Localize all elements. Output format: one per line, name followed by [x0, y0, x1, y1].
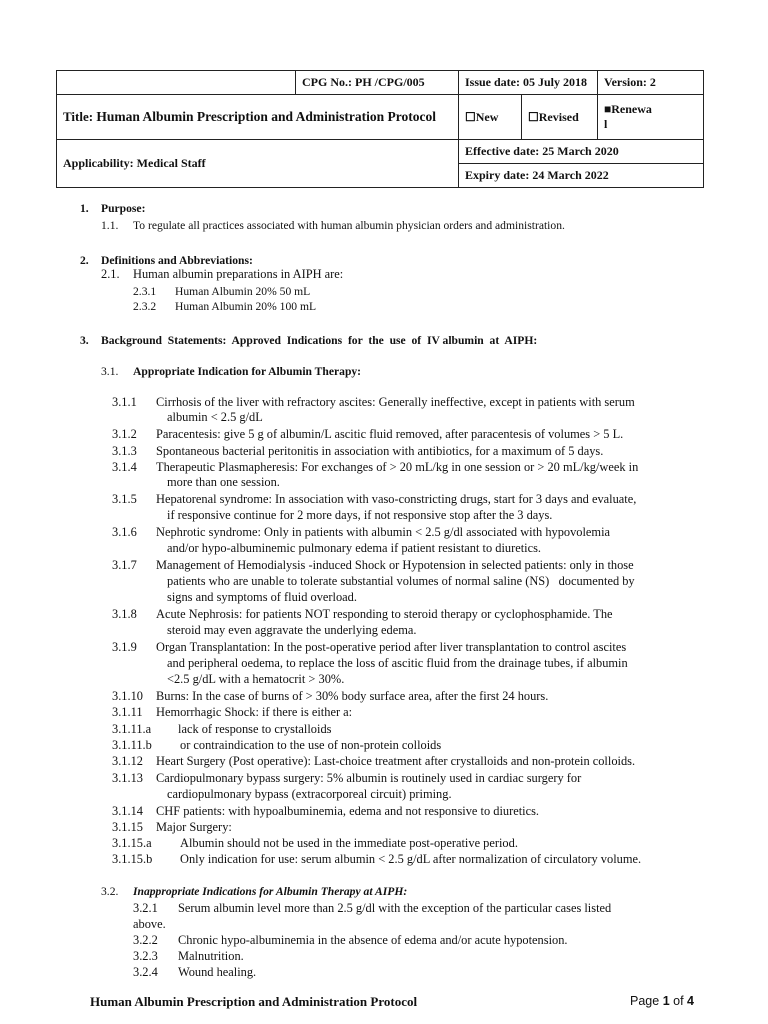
renewal-checkbox: [598, 95, 704, 140]
document-title: Human Albumin Prescription and Administration Protocol: [96, 109, 437, 124]
item-text: Major Surgery:: [156, 820, 232, 834]
item-number: 3.1.15: [112, 820, 143, 834]
status-cell: [459, 95, 598, 140]
item-text: Wound healing.: [178, 965, 257, 979]
section-3-2-number: 3.2.: [101, 885, 119, 898]
issue-date: Issue date: 05 July 2018: [459, 71, 598, 95]
page-indicator: [630, 994, 694, 1008]
item-text-cont: patients who are unable to tolerate substantial volumes of normal saline (NS) documented by: [167, 574, 635, 588]
section-3-2-title: Inappropriate Indications for Albumin Therapy at AIPH:: [133, 885, 408, 898]
item-text: Nephrotic syndrome: Only in patients with albumin < 2.5 g/dl associated with hypovolemia: [156, 525, 611, 539]
section-3-title: Background Statements: Approved Indications for the use of IV albumin at AIPH:: [101, 334, 538, 347]
expiry-date: Expiry date: 24 March 2022: [459, 164, 704, 188]
item-text-cont: more than one session.: [167, 475, 280, 489]
applicability: Applicability: Medical Staff: [57, 140, 459, 188]
of-word: of: [673, 994, 684, 1008]
item-text: Organ Transplantation: In the post-operative period after liver transplantation to control ascites: [156, 640, 627, 654]
section-2-number: 2.: [80, 254, 89, 267]
item-text: CHF patients: with hypoalbuminemia, edema and not responsive to diuretics.: [156, 804, 540, 818]
item-number: 3.1.9: [112, 640, 137, 654]
item-text: Malnutrition.: [178, 949, 244, 963]
item-text-cont: cardiopulmonary bypass (extracorporeal circuit) priming.: [167, 787, 452, 801]
version: Version: 2: [598, 71, 704, 95]
item-text: or contraindication to the use of non-protein colloids: [180, 738, 442, 752]
item-number: 3.1.6: [112, 525, 137, 539]
item-number: 3.1.11.b: [112, 738, 152, 752]
section-1-title: Purpose:: [101, 202, 146, 215]
document-header-table: [56, 70, 704, 188]
item-text: Cardiopulmonary bypass surgery: 5% albumin is routinely used in cardiac surgery for: [156, 771, 582, 785]
page-number: 1: [662, 994, 670, 1008]
header-blank-cell: [57, 71, 296, 95]
effective-date: Effective date: 25 March 2020: [459, 140, 704, 164]
item-number: 3.2.4: [133, 965, 158, 979]
item-number: 3.1.11: [112, 705, 143, 719]
document-title-cell: [57, 95, 459, 140]
item-text: Heart Surgery (Post operative): Last-choice treatment after crystalloids and non-protein colloids.: [156, 754, 636, 768]
section-3-1-title: Appropriate Indication for Albumin Therapy:: [133, 365, 362, 378]
item-text: Hepatorenal syndrome: In association with vaso-constricting drugs, start for 3 days and evaluate,: [156, 492, 637, 506]
item-text-cont: if responsive continue for 2 more days, if not responsive stop after the 3 days.: [167, 508, 553, 522]
item-text-cont: and peripheral oedema, to replace the loss of ascitic fluid from the drainage tubes, if albumin: [167, 656, 628, 670]
new-checkbox: ☐New: [459, 95, 522, 139]
item-number: 3.1.15.b: [112, 852, 153, 866]
item-number: 3.1.7: [112, 558, 137, 572]
item-number: 3.1.2: [112, 427, 137, 441]
title-label: Title:: [63, 109, 94, 124]
item-text: Paracentesis: give 5 g of albumin/L ascitic fluid removed, after paracentesis of volumes > 5 L.: [156, 427, 624, 441]
item-number: 3.1.5: [112, 492, 137, 506]
revised-checkbox: ☐Revised: [528, 109, 579, 124]
renewal-label-line2: l: [604, 117, 608, 131]
item-number: 3.1.15.a: [112, 836, 152, 850]
section-2-3-2-number: 2.3.2: [133, 300, 157, 313]
item-text: Chronic hypo-albuminemia in the absence of edema and/or acute hypotension.: [178, 933, 568, 947]
item-number: 3.1.14: [112, 804, 143, 818]
section-1-1-number: 1.1.: [101, 219, 119, 232]
item-number: 3.1.11.a: [112, 722, 152, 736]
section-3-number: 3.: [80, 334, 89, 347]
section-2-1-number: 2.1.: [101, 267, 120, 281]
item-number: 3.1.10: [112, 689, 143, 703]
cpg-number: CPG No.: PH /CPG/005: [296, 71, 459, 95]
item-number: 3.2.1: [133, 901, 158, 915]
section-2-3-2-text: Human Albumin 20% 100 mL: [175, 300, 317, 313]
item-text: lack of response to crystalloids: [178, 722, 332, 736]
item-number: 3.1.4: [112, 460, 137, 474]
page-total: 4: [687, 994, 694, 1008]
item-number: 3.1.3: [112, 444, 137, 458]
item-text-cont: albumin < 2.5 g/dL: [167, 410, 263, 424]
item-text: Cirrhosis of the liver with refractory ascites: Generally ineffective, except in patients with serum: [156, 395, 635, 409]
item-text: Acute Nephrosis: for patients NOT responding to steroid therapy or cyclophosphamide. The: [156, 607, 613, 621]
section-1-1-text: To regulate all practices associated with human albumin physician orders and administration.: [133, 219, 565, 232]
item-text: Management of Hemodialysis -induced Shock or Hypotension in selected patients: only in those: [156, 558, 634, 572]
section-3-1-number: 3.1.: [101, 365, 119, 378]
item-text: Only indication for use: serum albumin < 2.5 g/dL after normalization of circulatory volume.: [180, 852, 642, 866]
item-text: Hemorrhagic Shock: if there is either a:: [156, 705, 353, 719]
item-text: Burns: In the case of burns of > 30% body surface area, after the first 24 hours.: [156, 689, 549, 703]
item-text: Albumin should not be used in the immediate post-operative period.: [180, 836, 518, 850]
section-2-3-1-number: 2.3.1: [133, 285, 157, 298]
footer-title: Human Albumin Prescription and Administration Protocol: [90, 994, 418, 1009]
item-number: 3.1.1: [112, 395, 137, 409]
section-2-3-1-text: Human Albumin 20% 50 mL: [175, 285, 311, 298]
section-1-number: 1.: [80, 202, 89, 215]
item-number: 3.2.2: [133, 933, 158, 947]
item-number: 3.1.13: [112, 771, 143, 785]
renewal-label-line1: ■Renewa: [604, 102, 652, 116]
item-text-cont: signs and symptoms of fluid overload.: [167, 590, 357, 604]
section-2-1-text: Human albumin preparations in AIPH are:: [133, 267, 344, 281]
item-number: 3.1.8: [112, 607, 137, 621]
item-text-cont: <2.5 g/dL with a hematocrit > 30%.: [167, 672, 345, 686]
item-number: 3.1.12: [112, 754, 143, 768]
item-text-cont: and/or hypo-albuminemic pulmonary edema if patient resistant to diuretics.: [167, 541, 542, 555]
item-number: 3.2.3: [133, 949, 158, 963]
item-text: Therapeutic Plasmapheresis: For exchanges of > 20 mL/kg in one session or > 20 mL/kg/week in: [156, 460, 639, 474]
item-text: Spontaneous bacterial peritonitis in association with antibiotics, for a maximum of 5 days.: [156, 444, 604, 458]
page-word: Page: [630, 994, 660, 1008]
item-text-cont: steroid may even aggravate the underlying edema.: [167, 623, 417, 637]
item-text-cont: above.: [133, 917, 166, 931]
item-text: Serum albumin level more than 2.5 g/dl with the exception of the particular cases listed: [178, 901, 612, 915]
section-2-title: Definitions and Abbreviations:: [101, 254, 253, 267]
